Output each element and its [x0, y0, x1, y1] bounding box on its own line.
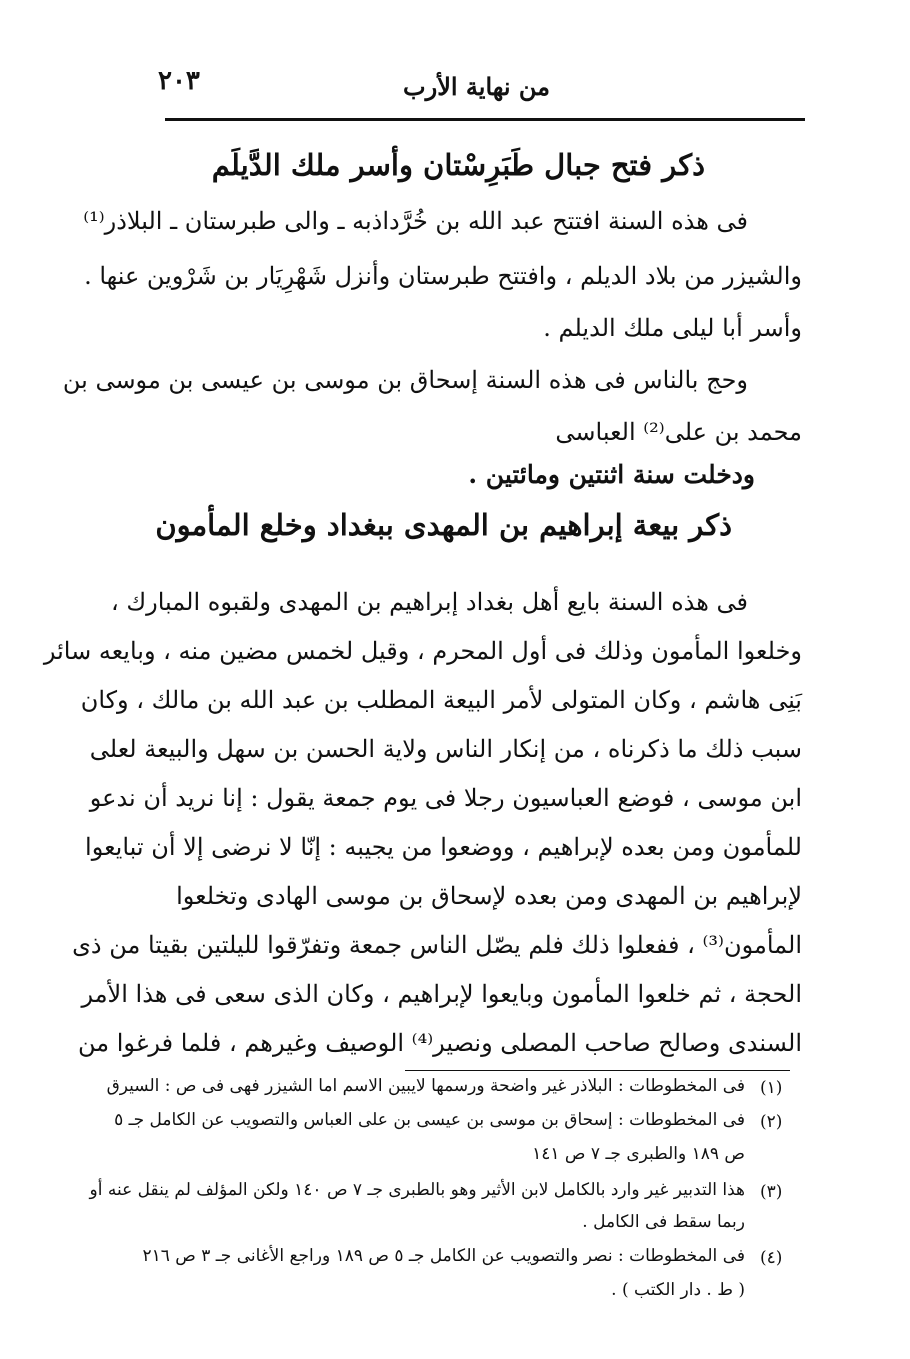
- text-line: الحجة ، ثم خلعوا المأمون وبايعوا لإبراهيم ، وكان الذى سعى فى هذا الأمر: [81, 980, 802, 1008]
- page-header: [158, 62, 750, 112]
- footnote-text: ( ط . دار الكتب ) .: [611, 1280, 745, 1300]
- footnote-rule: [405, 1070, 790, 1071]
- text-line: محمد بن على⁽²⁾ العباسى: [555, 418, 802, 446]
- section-heading-ibrahim: ذكر بيعة إبراهيم بن المهدى ببغداد وخلع المأمون: [155, 508, 732, 542]
- text-line: المأمون⁽³⁾ ، ففعلوا ذلك فلم يصّل الناس جمعة وتفرّقوا لليلتين بقيتا من ذى: [72, 931, 802, 959]
- text-line: وأسر أبا ليلى ملك الديلم .: [543, 314, 802, 342]
- page-number: ٢٠٣: [158, 66, 200, 96]
- text-line: وحج بالناس فى هذه السنة إسحاق بن موسى بن عيسى بن موسى بن: [62, 366, 748, 394]
- footnote-text: هذا التدبير غير وارد بالكامل لابن الأثير وهو بالطبرى جـ ٧ ص ١٤٠ ولكن المؤلف لم ينقل عنه أو: [89, 1180, 745, 1200]
- text-line: وخلعوا المأمون وذلك فى أول المحرم ، وقيل لخمس مضين منه ، وبايعه سائر: [43, 637, 802, 665]
- text-line: سبب ذلك ما ذكرناه ، من إنكار الناس ولاية الحسن بن سهل والبيعة لعلى: [89, 735, 802, 763]
- text-line: فى هذه السنة بايع أهل بغداد إبراهيم بن المهدى ولقبوه المبارك ،: [110, 588, 748, 616]
- running-title: من نهاية الأرب: [403, 72, 550, 101]
- text-line: والشيزر من بلاد الديلم ، وافتتح طبرستان وأنزل شَهْرِيَار بن شَرْوين عنها .: [84, 262, 802, 290]
- header-rule: [165, 118, 805, 121]
- footnote-text: فى المخطوطات : نصر والتصويب عن الكامل جـ ٥ ص ١٨٩ وراجع الأغانى جـ ٣ ص ٢١٦: [142, 1246, 745, 1266]
- text-line: السندى وصالح صاحب المصلى ونصير⁽⁴⁾ الوصيف وغيرهم ، فلما فرغوا من: [78, 1029, 802, 1057]
- footnote-text: فى المخطوطات : البلاذر غير واضحة ورسمها لايبين الاسم اما الشيزر فهى فى ص : السيرق: [106, 1076, 745, 1096]
- text-line: لإبراهيم بن المهدى ومن بعده لإسحاق بن موسى الهادى وتخلعوا: [176, 882, 802, 910]
- text-line: فى هذه السنة افتتح عبد الله بن خُرَّداذبه ـ والى طبرستان ـ البلاذر⁽¹⁾: [83, 207, 748, 235]
- footnote-number: (٢): [760, 1112, 783, 1132]
- footnote-text: ص ١٨٩ والطبرى جـ ٧ ص ١٤١: [532, 1144, 745, 1164]
- footnote-text: فى المخطوطات : إسحاق بن موسى بن عيسى بن على العباس والتصويب عن الكامل جـ ٥: [114, 1110, 745, 1130]
- year-entry-line: ودخلت سنة اثنتين ومائتين .: [468, 460, 755, 489]
- footnote-number: (١): [760, 1078, 783, 1098]
- footnote-number: (٣): [760, 1182, 783, 1202]
- footnote-text: ربما سقط فى الكامل .: [582, 1212, 745, 1232]
- section-heading-tabaristan: ذكر فتح جبال طَبَرِسْتان وأسر ملك الدَّيلَم: [211, 148, 705, 182]
- text-line: ابن موسى ، فوضع العباسيون رجلا فى يوم جمعة يقول : إنا نريد أن ندعو: [89, 784, 802, 812]
- footnote-number: (٤): [760, 1248, 783, 1268]
- text-line: للمأمون ومن بعده لإبراهيم ، ووضعوا من يجيبه : إنّا لا نرضى إلا أن تبايعوا: [85, 833, 802, 861]
- text-line: بَنِى هاشم ، وكان المتولى لأمر البيعة المطلب بن عبد الله بن مالك ، وكان: [80, 686, 802, 714]
